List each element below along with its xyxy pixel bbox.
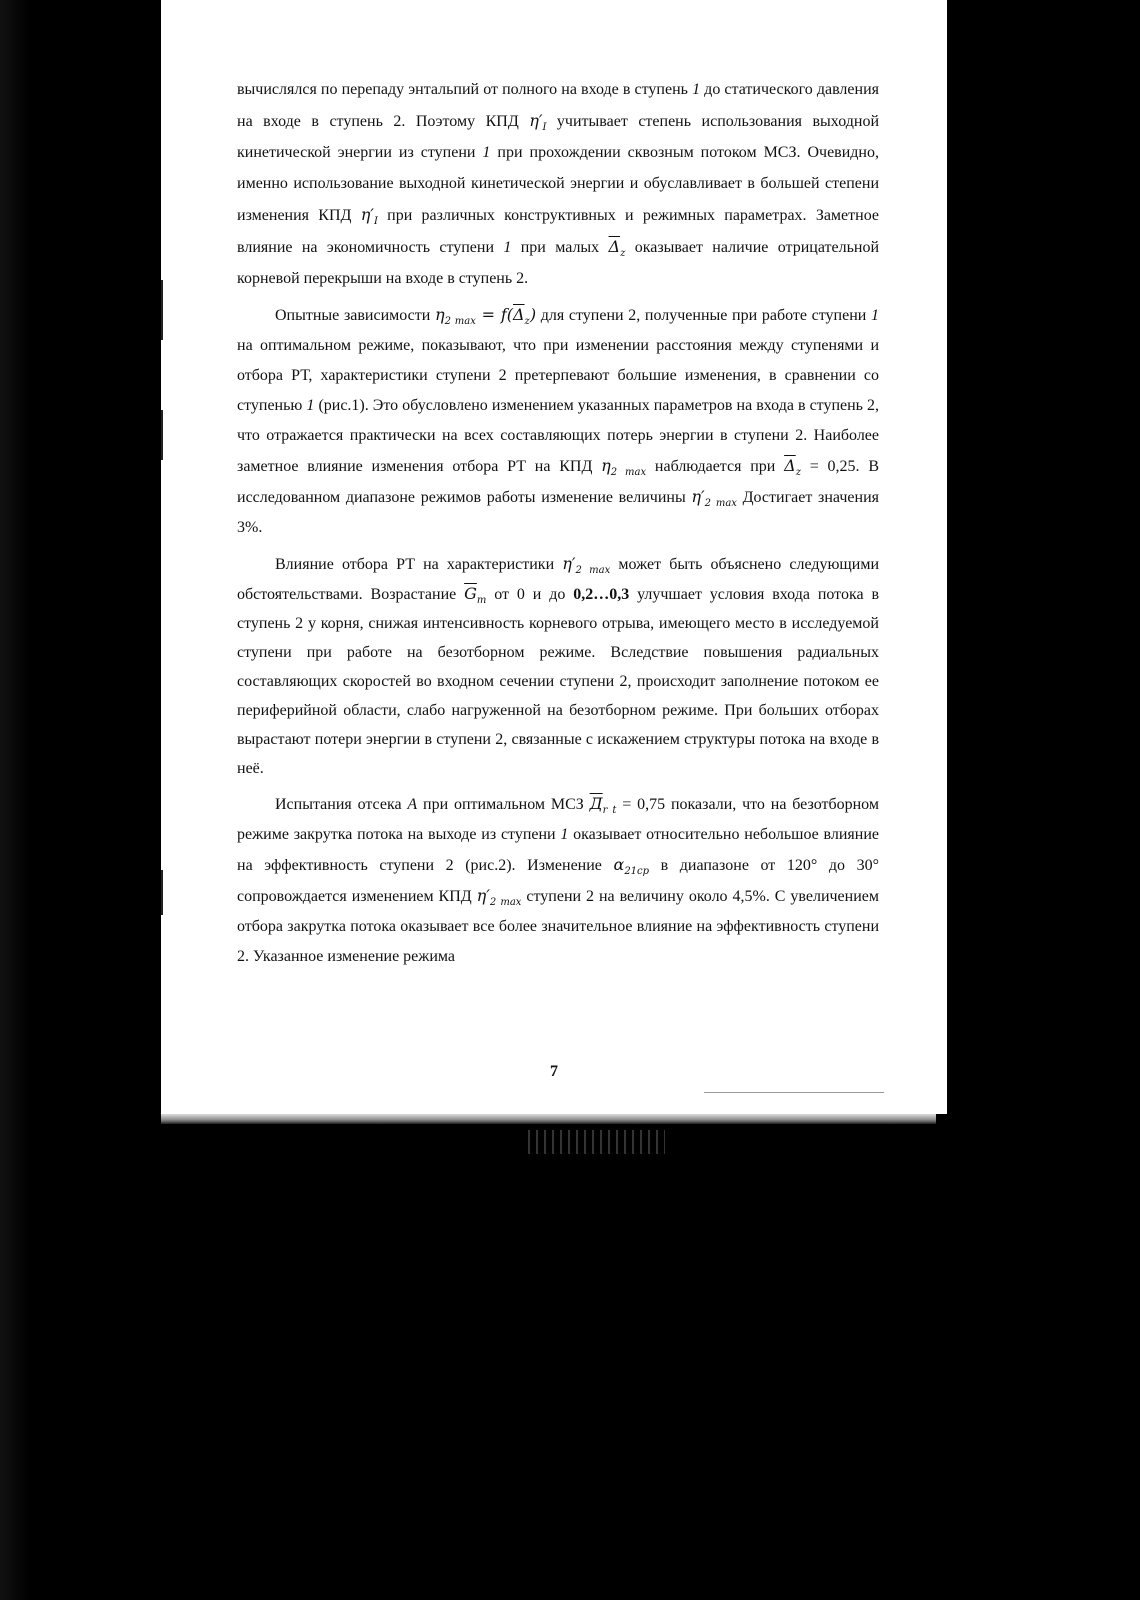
scan-gutter-mark xyxy=(161,280,163,340)
scan-gutter-mark xyxy=(161,410,163,460)
math-symbol: η xyxy=(601,456,611,475)
math-symbol: η xyxy=(435,305,445,324)
text-run: при малых xyxy=(511,239,609,256)
math-symbol: $\overline{\Delta}$ xyxy=(784,456,796,475)
text-run: на оптимальном режиме, показывают, что при изменении расстояния между ступенями и отбора РТ, характеристики ступени 2 претерпевают большие изменения, в сравнении со ступенью xyxy=(237,337,879,414)
text-run: наблюдается при xyxy=(646,458,785,475)
text-run: при оптимальном МСЗ xyxy=(417,796,590,813)
math-symbol: 2 max xyxy=(489,897,522,909)
scan-gutter-mark xyxy=(161,870,163,915)
page-number-rule xyxy=(704,1092,884,1093)
text-run: для ступени 2, полученные при работе ступени xyxy=(536,307,871,324)
math-symbol: I xyxy=(542,122,547,134)
math-symbol: 2 max xyxy=(444,316,476,328)
text-run: от 0 и до xyxy=(486,586,574,603)
math-symbol: 2 max xyxy=(575,565,611,577)
math-symbol: 2 max xyxy=(704,498,737,510)
text-run: при прохождении сквозным потоком МСЗ. Очевидно, именно использование выходной кинетической энергии и обуславливает в большей степени изменения КПД xyxy=(237,144,879,224)
paragraph xyxy=(237,74,879,294)
scan-smudge xyxy=(525,1130,665,1154)
scan-dark-edge xyxy=(0,0,30,1600)
bold-text: 0,2…0,3 xyxy=(573,586,630,603)
math-symbol: m xyxy=(476,595,487,607)
italic-text: 1 xyxy=(503,239,512,256)
italic-text: 1 xyxy=(871,307,879,324)
math-symbol: η′ xyxy=(476,886,490,905)
text-run: вычислялся по перепаду энтальпий от полного на входе в ступень xyxy=(237,81,693,98)
math-symbol: I xyxy=(373,216,378,228)
body-text xyxy=(237,74,879,972)
math-symbol: r t xyxy=(602,805,617,817)
text-run: Влияние отбора РТ на характеристики xyxy=(275,556,563,573)
text-run: в диапазоне от 120° до 30° сопровождается изменением КПД xyxy=(237,857,880,905)
text-run: Испытания отсека xyxy=(275,796,408,813)
math-symbol: f xyxy=(500,305,507,324)
math-symbol: η′ xyxy=(529,111,543,130)
text-run: до статического давления на входе в ступень 2. Поэтому КПД xyxy=(237,81,879,130)
italic-text: 1 xyxy=(692,81,701,98)
paragraph xyxy=(237,549,879,783)
math-symbol: z xyxy=(524,316,530,328)
math-symbol: ) xyxy=(529,305,537,324)
text-run: может быть объяснено следующими обстоятельствами. Возрастание xyxy=(237,556,879,603)
math-symbol: η′ xyxy=(360,205,374,224)
text-run: учитывает степень использования выходной кинетической энергии из ступени xyxy=(237,113,880,161)
math-symbol: $\overline{G}$ xyxy=(464,584,477,603)
text-run: оказывает наличие отрицательной корневой перекрыши на входе в ступень 2. xyxy=(237,239,880,287)
text-run: оказывает относительно небольшое влияние на эффективность ступени 2 (рис.2). Изменение xyxy=(237,826,879,874)
math-symbol: η′ xyxy=(691,487,705,506)
text-run: = 0,75 показали, что на безотборном режиме закрутка потока на выходе из ступени xyxy=(237,796,880,843)
paragraph xyxy=(237,300,879,543)
math-symbol: α xyxy=(613,855,625,874)
math-symbol: 21ср xyxy=(624,866,650,878)
math-symbol: Д xyxy=(589,794,603,813)
math-symbol: 2 max xyxy=(610,467,647,479)
text-run: улучшает условия входа потока в ступень 2 у корня, снижая интенсивность корневого отрыва, имеющего место в исследуемой ступени при работе на безотборном режиме. Вследствие повышения радиальных составляющих скоростей во входном сечении ступени 2, происходит заполнение потоком ее периферийной области, слабо нагруженной на безотборном режиме. При больших отборах вырастают потери энергии в ступени 2, связанные с искажением структуры потока на входе в неё. xyxy=(237,586,880,777)
text-run: Опытные зависимости xyxy=(275,307,435,324)
paragraph xyxy=(237,789,879,972)
italic-text: 1 xyxy=(560,826,569,843)
math-symbol: ( xyxy=(506,305,513,324)
text-run: (рис.1). Это обусловлено изменением указанных параметров на входа в ступень 2, что отражается практически на всех составляющих потерь энергии в ступени 2. Наиболее заметное влияние изменения отбора РТ на КПД xyxy=(237,397,880,475)
italic-text: А xyxy=(407,796,418,813)
math-symbol: $\overline{\Delta}$ xyxy=(608,237,621,256)
italic-text: 1 xyxy=(482,144,491,161)
math-symbol: z xyxy=(795,467,801,479)
text-run: ступени 2 на величину около 4,5%. С увеличением отбора закрутка потока оказывает все более значительное влияние на эффективность ступени 2. Указанное изменение режима xyxy=(237,888,880,965)
math-symbol: $\overline{\Delta}$ xyxy=(512,305,525,324)
math-symbol: z xyxy=(620,248,626,260)
text-run: Достигает значения 3%. xyxy=(237,489,880,536)
page-number: 7 xyxy=(550,1063,558,1080)
page-bottom-edge xyxy=(161,1114,936,1124)
text-run: при различных конструктивных и режимных параметрах. Заметное влияние на экономичность ступени xyxy=(237,207,880,256)
math-symbol: = xyxy=(475,305,501,324)
text-run: = 0,25. В исследованном диапазоне режимов работы изменение величины xyxy=(237,458,879,506)
italic-text: 1 xyxy=(306,397,315,414)
math-symbol: η′ xyxy=(562,554,576,573)
